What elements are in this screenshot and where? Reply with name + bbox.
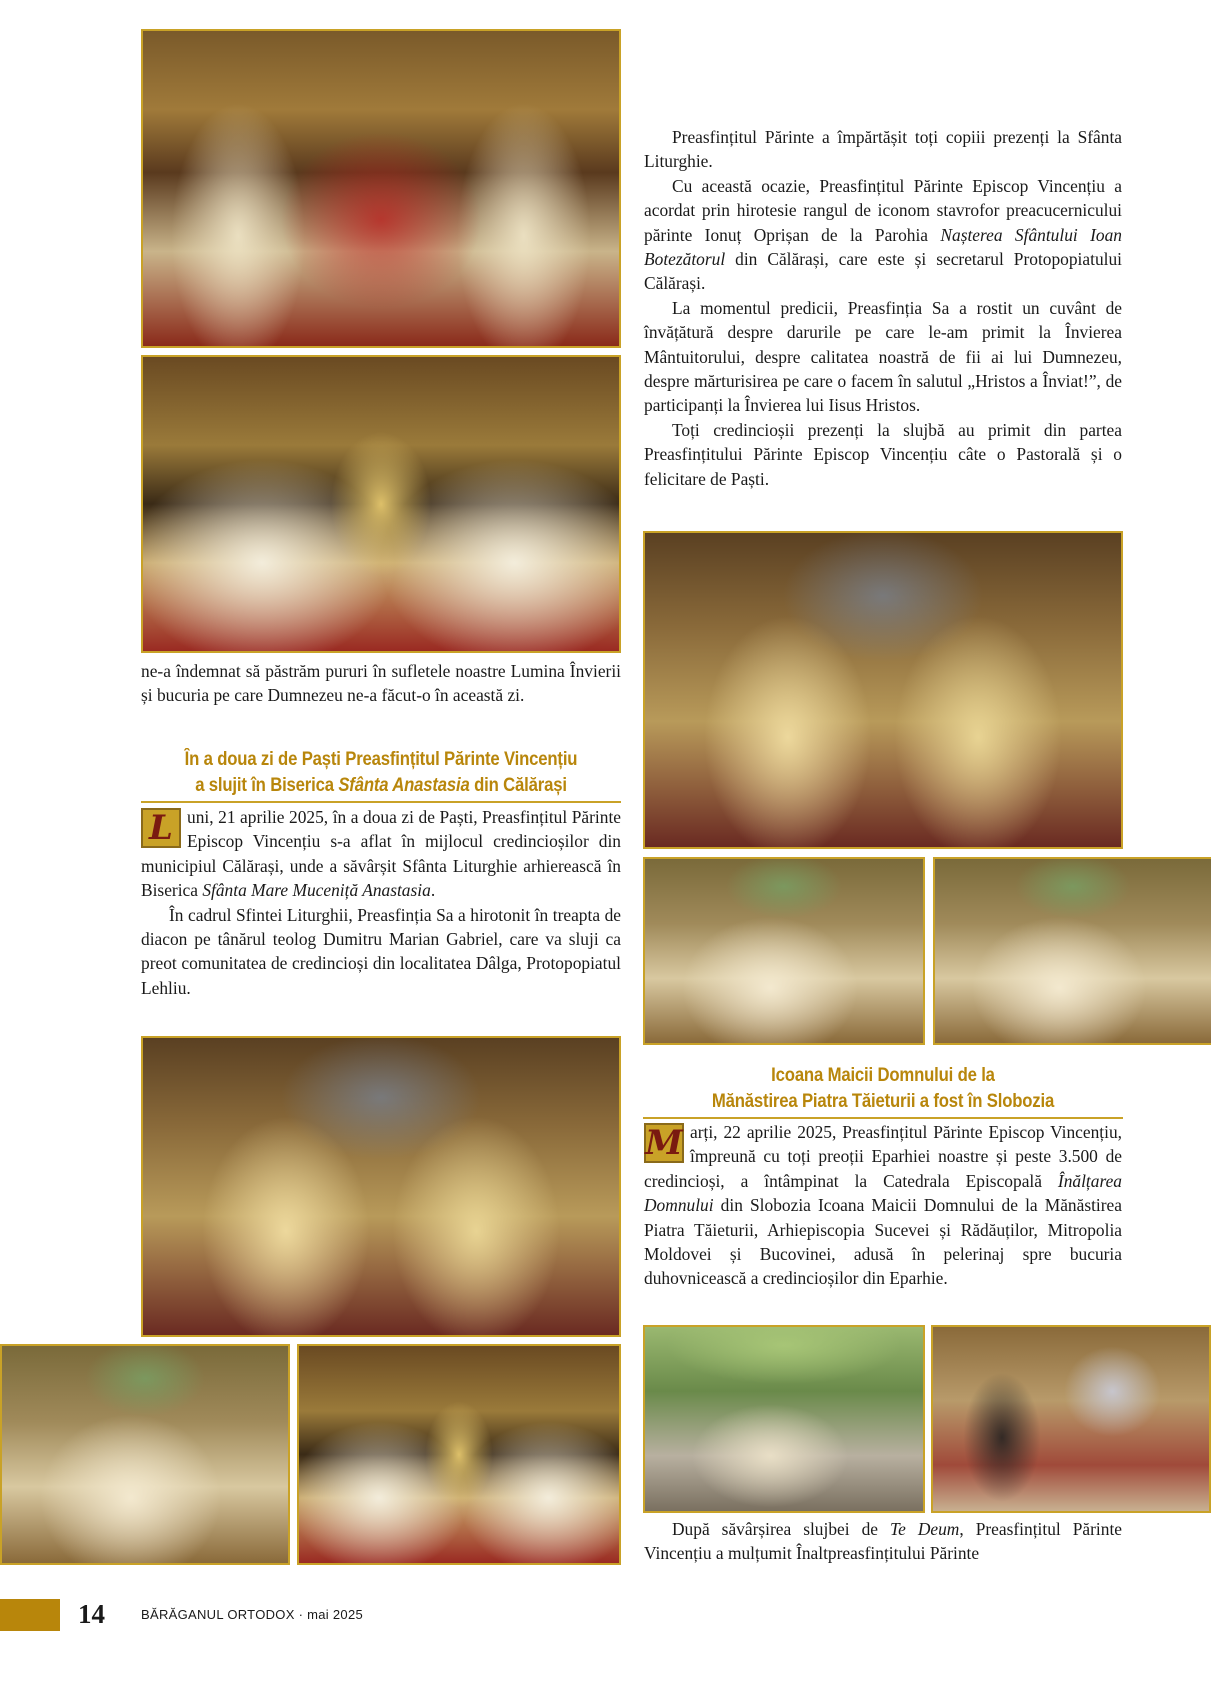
heading-line: Mănăstirea Piatra Tăieturii a fost în Slobozia: [711, 1091, 1055, 1112]
paragraph: După săvârșirea slujbei de Te Deum, Preasfințitul Părinte Vincențiu a mulțumit Înaltpreasfințitului Părinte: [644, 1519, 1122, 1564]
section2-continuation: [644, 1517, 1122, 1566]
paragraph: ne-a îndemnat să păstrăm pururi în sufletele noastre Lumina Învierii și bucuria pe care Dumnezeu ne-a făcut-o în această zi.: [141, 661, 621, 706]
drop-cap: M: [645, 1123, 683, 1163]
paragraph: La momentul predicii, Preasfinția Sa a rostit un cuvânt de învățătură despre darurile pe care le-am primit la Învierea Mântuitorului, despre calitatea noastră de fii ai lui Dumnezeu, despre mărturisirea pe care o facem în salutul „Hristos a Înviat!”, de participanți la Învierea lui Iisus Hristos.: [644, 297, 1122, 416]
photo-bishop-procession: [141, 29, 621, 348]
footer-publication: BĂRĂGANUL ORTODOX · mai 2025: [141, 1607, 364, 1622]
heading-underline: [141, 801, 621, 803]
heading-line: În a doua zi de Paști Preasfințitul Părinte Vincențiu: [184, 749, 578, 770]
section-heading-icoana: [645, 1063, 1120, 1115]
footer-accent-bar: [0, 1599, 60, 1631]
photo-clergy-with-child: [643, 531, 1123, 849]
section-heading-sfanta-anastasia: [143, 747, 618, 799]
paragraph: Toți credincioșii prezenți la slujbă au primit din partea Preasfințitului Părinte Episcop Vincențiu câte o Pastorală și o felicitare de Paști.: [644, 419, 1122, 489]
paragraph: Cu această ocazie, Preasfințitul Părinte Episcop Vincențiu a acordat prin hirotesie rangul de iconom stavrofor preacucernicului părinte Ionuț Oprișan de la Parohia Nașterea Sfântului Ioan Botezătorul din Călărași, care este și secretarul Protopopiatului Călărași.: [644, 175, 1122, 294]
heading-underline: [643, 1117, 1123, 1119]
photo-iconostasis-right: [933, 857, 1211, 1045]
drop-cap: L: [141, 808, 181, 848]
paragraph: Preasfințitul Părinte a împărtășit toți copiii prezenți la Sfânta Liturghie.: [644, 127, 1122, 172]
section1-body: [141, 805, 621, 1000]
section2-body: [644, 1120, 1122, 1291]
paragraph: L uni, 21 aprilie 2025, în a doua zi de Paști, Preasfințitul Părinte Episcop Vincențiu s-a aflat în mijlocul credincioșilor din municipiul Călărași, unde a săvârșit Sfânta Liturghie arhierească în Biserica Sfânta Mare Muceniță Anastasia.: [141, 807, 621, 901]
paragraph: M arți, 22 aprilie 2025, Preasfințitul Părinte Episcop Vincențiu, împreună cu toți preoții Eparhiei noastre și peste 3.500 de credincioși, a întâmpinat la Catedrala Episcopală Înălțarea Domnului din Slobozia Icoana Maicii Domnului de la Mănăstirea Piatra Tăieturii, Arhiepiscopia Sucevei și Rădăuților, Mitropolia Moldovei și Bucovinei, adusă în pelerinaj spre bucuria duhovnicească a credincioșilor din Eparhie.: [644, 1122, 1122, 1289]
photo-iconostasis-left: [643, 857, 925, 1045]
photo-liturgy-altar: [141, 355, 621, 653]
heading-line: a slujit în Biserica Sfânta Anastasia din Călărași: [195, 775, 567, 796]
right-column-top-text: [644, 125, 1122, 491]
photo-clergy-bottom-left: [0, 1344, 290, 1565]
photo-icon-procession-outdoor: [643, 1325, 925, 1513]
paragraph: În cadrul Sfintei Liturghii, Preasfinția Sa a hirotonit în treapta de diacon pe tânărul teolog Dumitru Marian Gabriel, care va sluji ca preot comunitatea de credincioși din localitatea Dâlga, Protopopiatul Lehliu.: [141, 904, 621, 998]
left-continuation-text: [141, 659, 621, 708]
heading-line: Icoana Maicii Domnului de la: [771, 1065, 995, 1086]
page-number: 14: [78, 1599, 105, 1629]
photo-church-bottom-middle: [297, 1344, 621, 1565]
photo-icon-veneration: [931, 1325, 1211, 1513]
photo-ordination: [141, 1036, 621, 1337]
